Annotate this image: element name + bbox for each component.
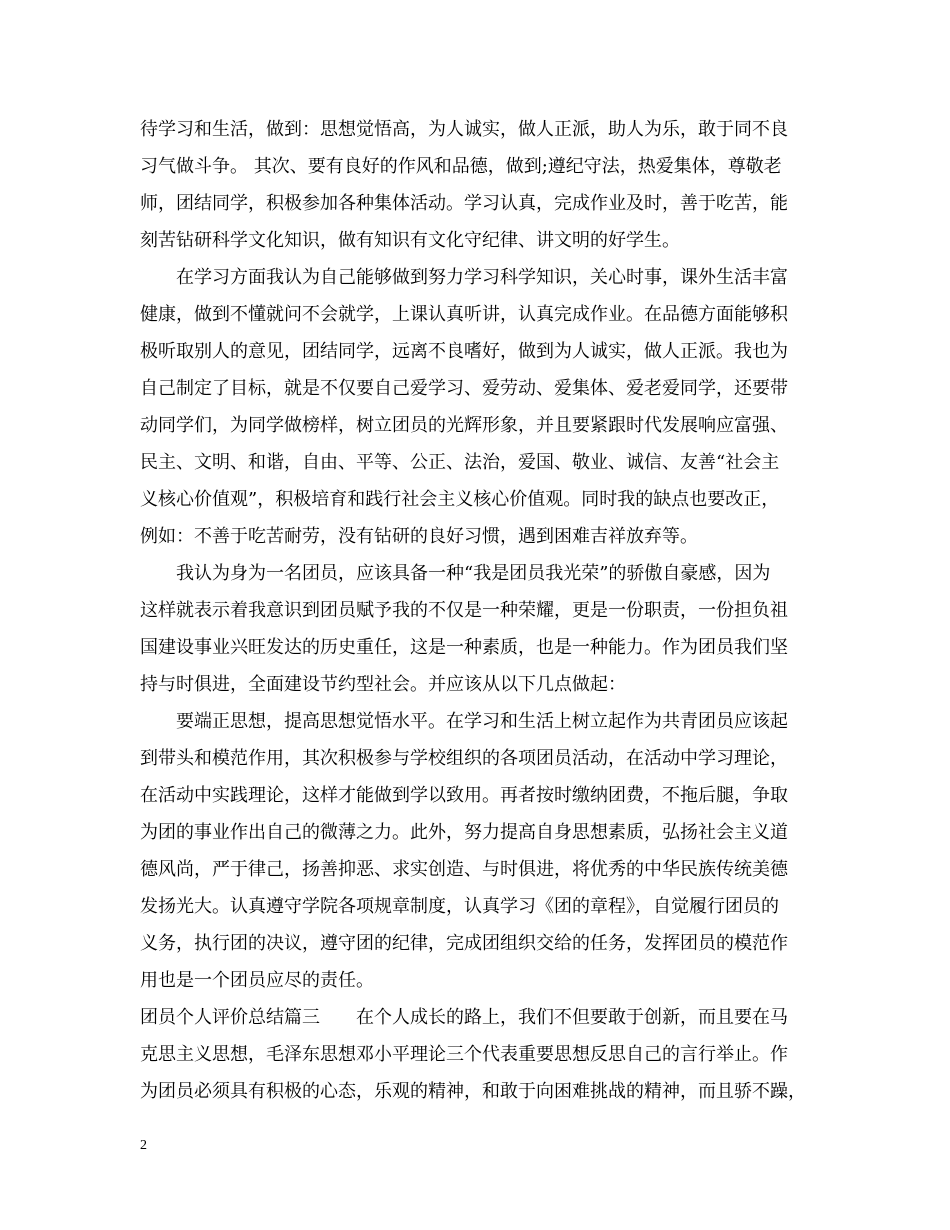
section-heading-line: 团员个人评价总结篇三 在个人成长的路上，我们不但要敢于创新，而且要在马 — [140, 1007, 788, 1028]
text-line: 义核心价值观”，积极培育和践行社会主义核心价值观。同时我的缺点也要改正， — [140, 489, 780, 510]
text-line: 待学习和生活，做到：思想觉悟高，为人诚实，做人正派，助人为乐，敢于同不良 — [140, 119, 788, 140]
text-line: 自己制定了目标，就是不仅要自己爱学习、爱劳动、爱集体、爱老爱同学，还要带 — [140, 378, 788, 399]
text-line: 健康，做到不懂就问不会就学，上课认真听讲，认真完成作业。在品德方面能够积 — [140, 304, 788, 325]
text-line: 为团员必须具有积极的心态，乐观的精神，和敢于向困难挑战的精神，而且骄不躁， — [140, 1081, 806, 1102]
text-line: 在活动中实践理论，这样才能做到学以致用。再者按时缴纳团费，不拖后腿，争取 — [140, 785, 788, 806]
text-line: 为团的事业作出自己的微薄之力。此外，努力提高自身思想素质，弘扬社会主义道 — [140, 822, 788, 843]
paragraph-start-line: 要端正思想，提高思想觉悟水平。在学习和生活上树立起作为共青团员应该起 — [176, 711, 788, 732]
text-line: 义务，执行团的决议，遵守团的纪律，完成团组织交给的任务，发挥团员的模范作 — [140, 933, 788, 954]
text-line: 民主、文明、和谐，自由、平等、公正、法治，爱国、敬业、诚信、友善“社会主 — [140, 452, 780, 473]
text-line: 极听取别人的意见，团结同学，远离不良嗜好，做到为人诚实，做人正派。我也为 — [140, 341, 788, 362]
text-line: 克思主义思想，毛泽东思想邓小平理论三个代表重要思想反思自己的言行举止。作 — [140, 1044, 788, 1065]
text-line: 师，团结同学，积极参加各种集体活动。学习认真，完成作业及时，善于吃苦，能 — [140, 193, 788, 214]
text-line: 到带头和模范作用，其次积极参与学校组织的各项团员活动，在活动中学习理论， — [140, 748, 788, 769]
text-line: 刻苦钻研科学文化知识，做有知识有文化守纪律、讲文明的好学生。 — [140, 230, 680, 251]
text-line: 例如：不善于吃苦耐劳，没有钻研的良好习惯，遇到困难吉祥放弃等。 — [140, 526, 698, 547]
paragraph-start-line: 在学习方面我认为自己能够做到努力学习科学知识，关心时事，课外生活丰富 — [176, 267, 788, 288]
paragraph-start-line: 我认为身为一名团员，应该具备一种“我是团员我光荣”的骄傲自豪感，因为 — [176, 563, 771, 584]
text-line: 德风尚，严于律己，扬善抑恶、求实创造、与时俱进，将优秀的中华民族传统美德 — [140, 859, 788, 880]
page-number: 2 — [140, 1138, 147, 1153]
text-line: 用也是一个团员应尽的责任。 — [140, 970, 374, 991]
text-line: 动同学们，为同学做榜样，树立团员的光辉形象，并且要紧跟时代发展响应富强、 — [140, 415, 788, 436]
text-line: 持与时俱进，全面建设节约型社会。并应该从以下几点做起： — [140, 674, 626, 695]
text-line: 这样就表示着我意识到团员赋予我的不仅是一种荣耀，更是一份职责，一份担负祖 — [140, 600, 788, 621]
text-line: 习气做斗争。 其次、要有良好的作风和品德，做到;遵纪守法，热爱集体，尊敬老 — [140, 156, 782, 177]
text-line: 国建设事业兴旺发达的历史重任，这是一种素质，也是一种能力。作为团员我们坚 — [140, 637, 788, 658]
text-line: 发扬光大。认真遵守学院各项规章制度，认真学习《团的章程》，自觉履行团员的 — [140, 896, 779, 917]
